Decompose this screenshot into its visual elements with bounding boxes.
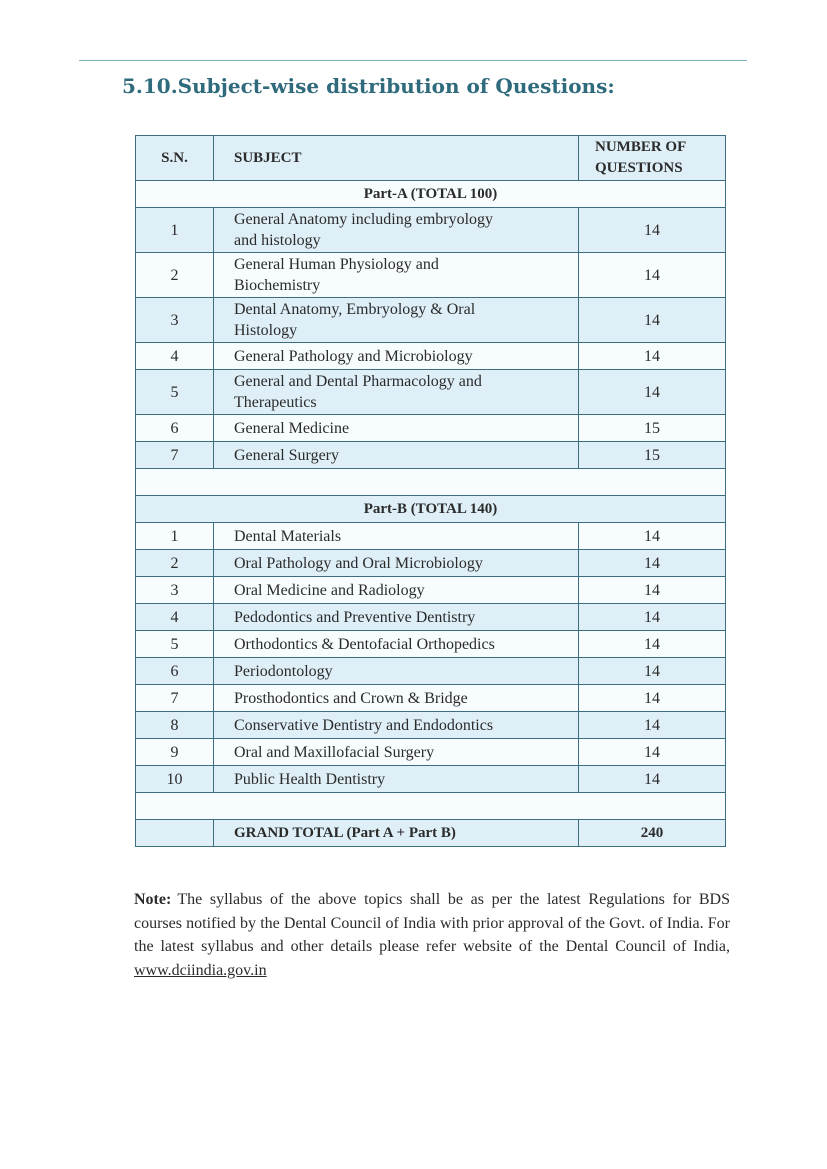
row-sn: 8	[136, 712, 214, 739]
row-count: 14	[579, 685, 726, 712]
table-row	[136, 442, 726, 469]
row-count: 14	[579, 523, 726, 550]
part-a-heading-row	[136, 181, 726, 208]
row-sn: 3	[136, 577, 214, 604]
row-subject: General Surgery	[214, 442, 579, 469]
table-row	[136, 208, 726, 253]
part-b-heading-row	[136, 496, 726, 523]
grand-total-value: 240	[579, 820, 726, 847]
table-row	[136, 712, 726, 739]
row-count: 14	[579, 550, 726, 577]
note-label: Note:	[134, 891, 172, 908]
row-sn: 4	[136, 604, 214, 631]
row-subject: Oral and Maxillofacial Surgery	[214, 739, 579, 766]
row-sn: 1	[136, 208, 214, 253]
row-subject: Dental Materials	[214, 523, 579, 550]
row-sn: 9	[136, 739, 214, 766]
row-sn: 6	[136, 658, 214, 685]
row-subject: Dental Anatomy, Embryology & Oral Histology	[214, 298, 579, 343]
row-count: 14	[579, 253, 726, 298]
table-row	[136, 685, 726, 712]
row-sn: 2	[136, 253, 214, 298]
row-count: 14	[579, 298, 726, 343]
spacer-cell	[136, 469, 726, 496]
row-sn: 1	[136, 523, 214, 550]
table-row	[136, 631, 726, 658]
row-sn: 5	[136, 370, 214, 415]
header-sn: S.N.	[136, 136, 214, 181]
row-subject: Periodontology	[214, 658, 579, 685]
table-row	[136, 370, 726, 415]
table-row	[136, 577, 726, 604]
dci-website-link[interactable]: www.dciindia.gov.in	[134, 961, 267, 979]
row-subject: Pedodontics and Preventive Dentistry	[214, 604, 579, 631]
row-count: 14	[579, 577, 726, 604]
row-sn: 7	[136, 442, 214, 469]
grand-total-row	[136, 820, 726, 847]
table-row	[136, 343, 726, 370]
row-count: 14	[579, 712, 726, 739]
row-subject: Public Health Dentistry	[214, 766, 579, 793]
row-count: 14	[579, 604, 726, 631]
row-subject: General Pathology and Microbiology	[214, 343, 579, 370]
section-title: 5.10.Subject-wise distribution of Questions:	[122, 74, 615, 98]
row-sn: 4	[136, 343, 214, 370]
table-row	[136, 766, 726, 793]
row-sn: 6	[136, 415, 214, 442]
table-row	[136, 253, 726, 298]
row-count: 14	[579, 739, 726, 766]
syllabus-note	[134, 888, 730, 982]
table-row	[136, 523, 726, 550]
header-number-line2: QUESTIONS	[595, 160, 683, 176]
table-header-row	[136, 136, 726, 181]
part-b-heading: Part-B (TOTAL 140)	[136, 496, 726, 523]
row-subject: General Medicine	[214, 415, 579, 442]
table-row	[136, 550, 726, 577]
questions-table-container	[135, 135, 725, 847]
table-row	[136, 739, 726, 766]
header-number-line1: NUMBER OF	[595, 139, 687, 155]
spacer-cell	[136, 793, 726, 820]
row-count: 14	[579, 631, 726, 658]
grand-total-label: GRAND TOTAL (Part A + Part B)	[214, 820, 579, 847]
row-subject: General Human Physiology and Biochemistry	[214, 253, 579, 298]
row-count: 14	[579, 766, 726, 793]
row-sn: 5	[136, 631, 214, 658]
row-count: 14	[579, 343, 726, 370]
table-row	[136, 298, 726, 343]
header-subject: SUBJECT	[214, 136, 579, 181]
table-row	[136, 415, 726, 442]
row-subject: General and Dental Pharmacology and Therapeutics	[214, 370, 579, 415]
row-sn: 10	[136, 766, 214, 793]
row-count: 14	[579, 370, 726, 415]
table-row	[136, 604, 726, 631]
grand-total-sn	[136, 820, 214, 847]
row-subject: Oral Pathology and Oral Microbiology	[214, 550, 579, 577]
row-count: 15	[579, 442, 726, 469]
part-a-heading: Part-A (TOTAL 100)	[136, 181, 726, 208]
row-subject: Orthodontics & Dentofacial Orthopedics	[214, 631, 579, 658]
row-count: 14	[579, 208, 726, 253]
spacer-row	[136, 793, 726, 820]
row-subject: Oral Medicine and Radiology	[214, 577, 579, 604]
top-divider	[79, 60, 747, 61]
note-text: The syllabus of the above topics shall be as per the latest Regulations for BDS courses notified by the Dental Council of India with prior approval of the Govt. of India. For the latest syllabus and other details please refer website of the Dental Council of India,	[134, 891, 730, 955]
row-subject: Prosthodontics and Crown & Bridge	[214, 685, 579, 712]
questions-distribution-table	[135, 135, 726, 847]
row-sn: 7	[136, 685, 214, 712]
row-count: 14	[579, 658, 726, 685]
table-row	[136, 658, 726, 685]
row-subject: General Anatomy including embryology and histology	[214, 208, 579, 253]
spacer-row	[136, 469, 726, 496]
row-subject: Conservative Dentistry and Endodontics	[214, 712, 579, 739]
header-number-of-questions	[579, 136, 726, 181]
row-sn: 3	[136, 298, 214, 343]
row-count: 15	[579, 415, 726, 442]
row-sn: 2	[136, 550, 214, 577]
